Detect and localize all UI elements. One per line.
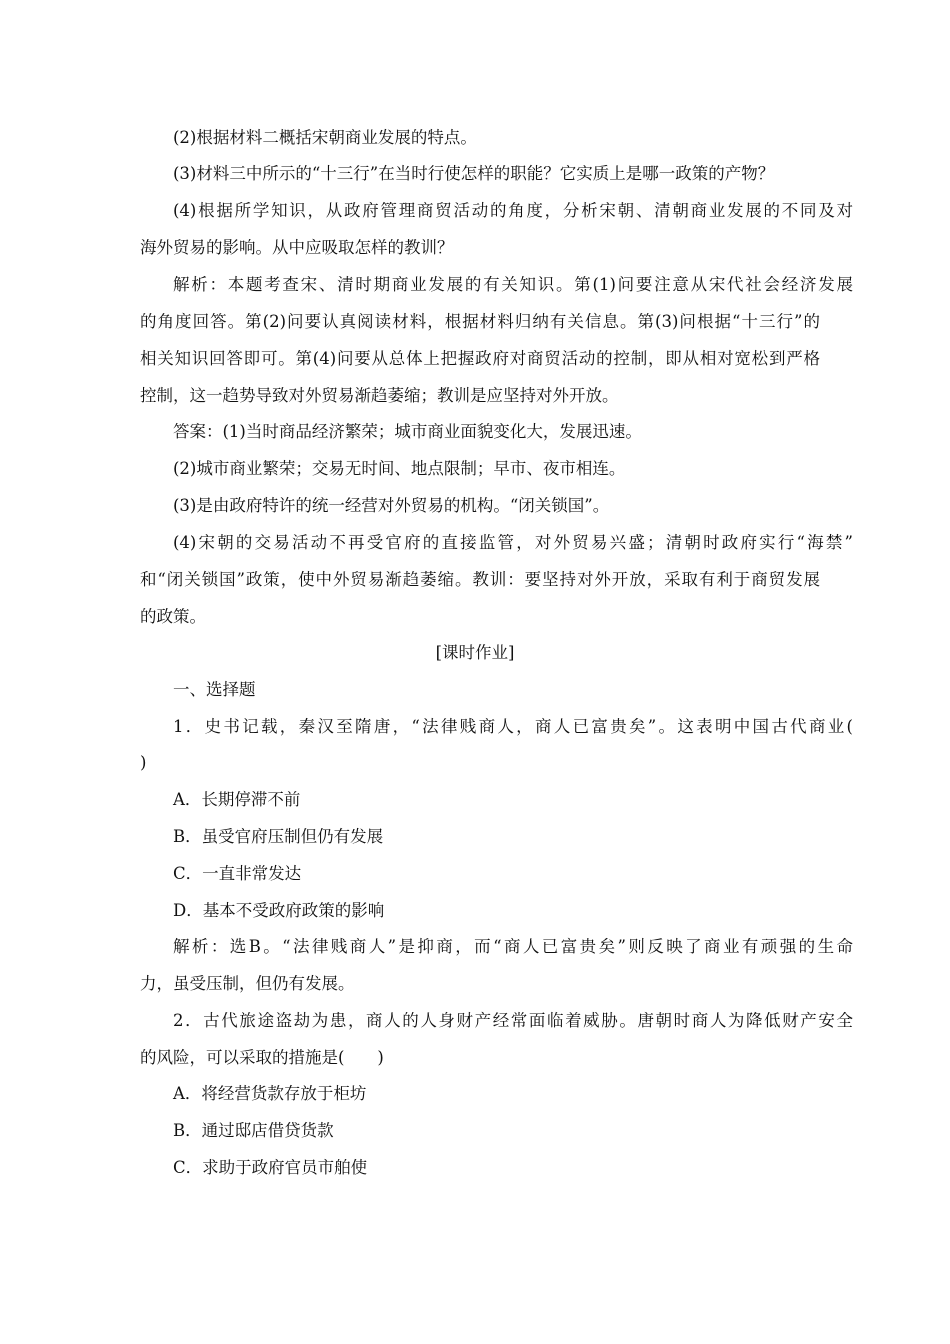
analysis-line-3: 相关知识回答即可。第(4)问要从总体上把握政府对商贸活动的控制，即从相对宽松到严格	[140, 349, 820, 368]
analysis-line-2: 的角度回答。第(2)问要认真阅读材料，根据材料归纳有关信息。第(3)问根据“十三行”的	[140, 312, 820, 331]
q1-option-a: A．长期停滞不前	[173, 790, 301, 809]
answer-3: (3)是由政府特许的统一经营对外贸易的机构。“闭关锁国”。	[173, 496, 610, 515]
answer-2: (2)城市商业繁荣；交易无时间、地点限制；早市、夜市相连。	[173, 459, 626, 478]
answer-4-line-1: (4)宋朝的交易活动不再受官府的直接监管，对外贸易兴盛；清朝时政府实行“海禁”	[173, 533, 853, 552]
q2-option-c: C．求助于政府官员市舶使	[173, 1158, 368, 1177]
q1-option-d: D．基本不受政府政策的影响	[173, 901, 385, 920]
question-2-text: (2)根据材料二概括宋朝商业发展的特点。	[173, 128, 477, 147]
q1-stem-line-1: 1．史书记载，秦汉至隋唐，“法律贱商人，商人已富贵矣”。这表明中国古代商业(	[173, 717, 853, 736]
q1-option-c: C．一直非常发达	[173, 864, 302, 883]
analysis-line-4: 控制，这一趋势导致对外贸易渐趋萎缩；教训是应坚持对外开放。	[140, 386, 619, 405]
question-4-line-2: 海外贸易的影响。从中应吸取怎样的教训？	[140, 238, 454, 257]
q2-stem-line-2: 的风险，可以采取的措施是( )	[140, 1048, 384, 1067]
answer-4-line-3: 的政策。	[140, 607, 206, 626]
question-3-text: (3)材料三中所示的“十三行”在当时行使怎样的职能？它实质上是哪一政策的产物？	[173, 164, 775, 183]
question-4-line-1: (4)根据所学知识，从政府管理商贸活动的角度，分析宋朝、清朝商业发展的不同及对	[173, 201, 853, 220]
q2-stem-line-1: 2．古代旅途盗劫为患，商人的人身财产经常面临着威胁。唐朝时商人为降低财产安全	[173, 1011, 853, 1030]
q1-stem-line-2: )	[140, 753, 147, 772]
answer-1: 答案：(1)当时商品经济繁荣；城市商业面貌变化大，发展迅速。	[173, 422, 642, 441]
section-title: 一、选择题	[173, 680, 256, 699]
q1-analysis-line-2: 力，虽受压制，但仍有发展。	[140, 974, 355, 993]
q2-option-b: B．通过邸店借贷货款	[173, 1121, 334, 1140]
analysis-line-1: 解析：本题考查宋、清时期商业发展的有关知识。第(1)问要注意从宋代社会经济发展	[173, 275, 853, 294]
homework-heading: [课时作业]	[435, 643, 515, 662]
q2-option-a: A．将经营货款存放于柜坊	[173, 1084, 367, 1103]
q1-option-b: B．虽受官府压制但仍有发展	[173, 827, 384, 846]
q1-analysis-line-1: 解析：选B。“法律贱商人”是抑商，而“商人已富贵矣”则反映了商业有顽强的生命	[173, 937, 853, 956]
answer-4-line-2: 和“闭关锁国”政策，使中外贸易渐趋萎缩。教训：要坚持对外开放，采取有利于商贸发展	[140, 570, 820, 589]
